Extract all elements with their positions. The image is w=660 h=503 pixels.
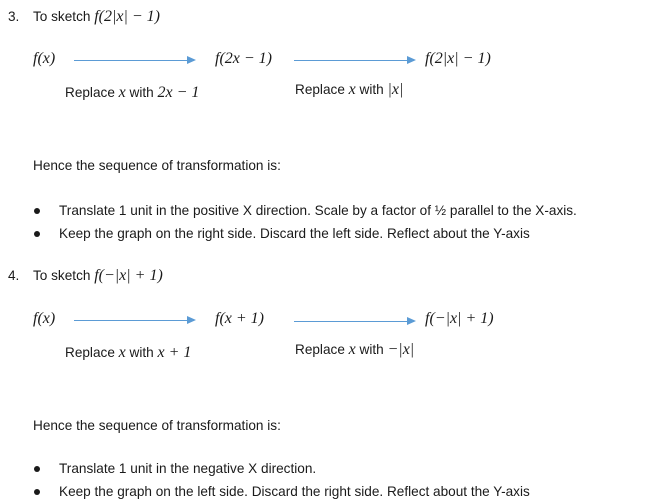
heading-text: To sketch bbox=[33, 9, 95, 24]
item-number: 4. bbox=[8, 268, 20, 283]
bullet-icon bbox=[34, 208, 40, 214]
step-label bbox=[295, 81, 403, 99]
item-number: 3. bbox=[8, 9, 20, 24]
bullet-text: Keep the graph on the right side. Discard the left side. Reflect about the Y-axis bbox=[59, 226, 530, 241]
bullet-icon bbox=[34, 489, 40, 495]
heading-math: f(2|x| − 1) bbox=[94, 8, 160, 25]
step-label bbox=[295, 341, 414, 359]
hence-text: Hence the sequence of transformation is: bbox=[33, 158, 281, 173]
item-heading bbox=[33, 8, 160, 26]
item-heading bbox=[33, 267, 163, 285]
arrow-icon bbox=[74, 60, 194, 61]
flow-middle: f(x + 1) bbox=[215, 310, 264, 327]
step-text: Replace bbox=[65, 85, 119, 100]
step-text: Replace bbox=[295, 82, 349, 97]
step-var: x bbox=[118, 344, 126, 361]
arrow-icon bbox=[294, 321, 414, 322]
flow-end: f(−|x| + 1) bbox=[425, 310, 494, 327]
step-var: x bbox=[348, 81, 356, 98]
arrow-icon bbox=[74, 320, 194, 321]
step-label bbox=[65, 344, 191, 362]
step-text: with bbox=[355, 82, 388, 97]
step-var: x bbox=[118, 84, 126, 101]
step-text: Replace bbox=[65, 345, 119, 360]
bullet-text: Keep the graph on the left side. Discard the right side. Reflect about the Y-axis bbox=[59, 484, 530, 499]
step-text: with bbox=[355, 342, 388, 357]
step-text: Replace bbox=[295, 342, 349, 357]
step-math: x + 1 bbox=[157, 344, 192, 361]
flow-end: f(2|x| − 1) bbox=[425, 50, 491, 67]
step-math: |x| bbox=[387, 81, 404, 98]
flow-middle: f(2x − 1) bbox=[215, 50, 272, 67]
step-math: 2x − 1 bbox=[157, 84, 200, 101]
step-var: x bbox=[348, 341, 356, 358]
flow-start: f(x) bbox=[33, 310, 56, 327]
step-text: with bbox=[125, 345, 158, 360]
bullet-icon bbox=[34, 466, 40, 472]
step-label bbox=[65, 84, 199, 102]
step-text: with bbox=[125, 85, 158, 100]
bullet-text: Translate 1 unit in the negative X direction. bbox=[59, 461, 317, 476]
step-math: −|x| bbox=[387, 341, 415, 358]
flow-start: f(x) bbox=[33, 50, 56, 67]
heading-math: f(−|x| + 1) bbox=[94, 267, 163, 284]
bullet-text: Translate 1 unit in the positive X direction. Scale by a factor of ½ parallel to the X-axis. bbox=[59, 203, 577, 218]
arrow-icon bbox=[294, 60, 414, 61]
heading-text: To sketch bbox=[33, 268, 95, 283]
hence-text: Hence the sequence of transformation is: bbox=[33, 418, 281, 433]
bullet-icon bbox=[34, 231, 40, 237]
